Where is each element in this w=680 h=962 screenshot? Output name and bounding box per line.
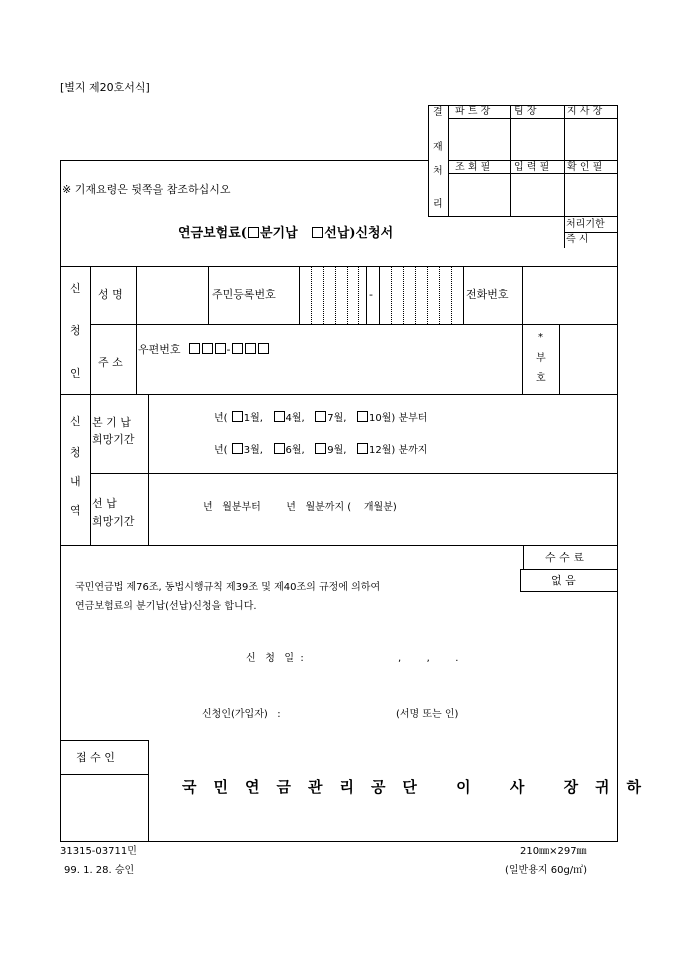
- postal-box[interactable]: [215, 343, 226, 354]
- receiver-stamp-field[interactable]: [61, 775, 147, 840]
- postal-box[interactable]: [245, 343, 256, 354]
- approval-head-team-leader: 팀 장: [514, 106, 537, 117]
- approval-side-char: 리: [433, 199, 443, 210]
- form-title: [178, 227, 393, 240]
- title-prefix: 연금보험료(: [178, 226, 247, 241]
- signature-field[interactable]: (서명 또는 인): [396, 709, 459, 720]
- deadline-value: 즉 시: [566, 234, 589, 245]
- approval-head-part-leader: 파 트 장: [455, 106, 491, 117]
- year-text: 년(: [214, 445, 228, 456]
- month-label: 10월): [369, 413, 396, 424]
- year-text: 년(: [214, 413, 228, 424]
- postal-dash: -: [226, 343, 231, 356]
- checkbox-month-10[interactable]: [357, 411, 368, 422]
- addressee: 국민연금관리공단 이 사 장귀하: [182, 778, 659, 796]
- period-start-text: 분부터: [398, 413, 428, 424]
- advance-period-line: 년 월분부터 년 월분까지 ( 개월분): [203, 502, 397, 513]
- name-field[interactable]: [137, 267, 207, 323]
- approval-head-confirm: 확 인 필: [567, 162, 603, 173]
- month-label: 7월,: [327, 413, 347, 424]
- month-label: 9월,: [327, 445, 347, 456]
- code-char: *: [538, 332, 543, 343]
- details-section-char: 내: [70, 475, 81, 488]
- approval-head-inquiry: 조 회 필: [455, 162, 491, 173]
- rrn-label: 주민등록번호: [212, 288, 276, 301]
- postal-box[interactable]: [258, 343, 269, 354]
- application-date-field[interactable]: , , .: [398, 653, 459, 664]
- title-option-advance: 선납: [324, 226, 350, 241]
- checkbox-month-4[interactable]: [274, 411, 285, 422]
- phone-field[interactable]: [523, 267, 616, 323]
- applicant-sign-label: 신청인(가입자) :: [202, 709, 281, 720]
- period-end-text: 분까지: [398, 445, 428, 456]
- approval-head-input: 입 력 필: [514, 162, 550, 173]
- month-label: 6월,: [285, 445, 305, 456]
- month-label: 1월,: [243, 413, 263, 424]
- applicant-section-char: 청: [70, 324, 81, 337]
- month-label: 4월,: [285, 413, 305, 424]
- applicant-section-char: 인: [70, 367, 81, 380]
- approval-head-branch-manager: 지 사 장: [567, 106, 603, 117]
- fee-value: 없 음: [551, 574, 576, 587]
- applicant-section-char: 신: [70, 282, 81, 295]
- name-label: 성 명: [98, 288, 123, 301]
- postal-box[interactable]: [232, 343, 243, 354]
- approval-side-char: 재: [433, 142, 443, 153]
- address-label: 주 소: [98, 356, 123, 369]
- approval-side-char: 결: [433, 107, 443, 118]
- quarterly-label: 본 기 납: [92, 416, 131, 429]
- application-date-label: 신 청 일 :: [246, 653, 304, 664]
- statement-line: 연금보험료의 분기납(선납)신청을 합니다.: [75, 601, 257, 612]
- details-section-char: 역: [70, 504, 81, 517]
- paper-size: 210㎜×297㎜: [520, 846, 587, 857]
- quarterly-start-line: [214, 411, 427, 424]
- postal-box[interactable]: [189, 343, 200, 354]
- address-field[interactable]: [137, 358, 521, 393]
- approval-date: 99. 1. 28. 승인: [64, 865, 135, 876]
- form-label: [별지 제20호서식]: [60, 81, 150, 94]
- fee-label: 수 수 료: [545, 551, 584, 564]
- checkbox-month-7[interactable]: [315, 411, 326, 422]
- postal-code: [138, 343, 270, 355]
- month-label: 3월,: [243, 445, 263, 456]
- rrn-dash: -: [369, 288, 373, 301]
- receiver-label: 접 수 인: [76, 751, 115, 764]
- notice-text: ※ 기재요령은 뒷쪽을 참조하십시오: [62, 183, 231, 196]
- checkbox-month-12[interactable]: [357, 443, 368, 454]
- code-char: 호: [536, 373, 546, 384]
- checkbox-month-6[interactable]: [274, 443, 285, 454]
- statement-line: 국민연금법 제76조, 동법시행규칙 제39조 및 제40조의 규정에 의하여: [75, 582, 381, 593]
- code-char: 부: [536, 353, 546, 364]
- details-section-char: 신: [70, 415, 81, 428]
- quarterly-label: 희망기간: [92, 433, 135, 446]
- postal-label: 우편번호: [138, 343, 181, 356]
- postal-box[interactable]: [202, 343, 213, 354]
- checkbox-month-1[interactable]: [232, 411, 243, 422]
- advance-label: 희망기간: [92, 515, 135, 528]
- quarterly-end-line: [214, 443, 427, 456]
- deadline-label: 처리기한: [566, 219, 605, 230]
- details-section-char: 청: [70, 446, 81, 459]
- approval-side-char: 처: [433, 166, 443, 177]
- advance-label: 선 납: [92, 497, 117, 510]
- paper-type: (일반용지 60g/㎡): [505, 865, 588, 876]
- checkbox-quarterly[interactable]: [248, 227, 259, 238]
- phone-label: 전화번호: [466, 288, 509, 301]
- checkbox-advance[interactable]: [312, 227, 323, 238]
- form-code: 31315-03711민: [60, 846, 137, 857]
- checkbox-month-3[interactable]: [232, 443, 243, 454]
- checkbox-month-9[interactable]: [315, 443, 326, 454]
- month-label: 12월): [369, 445, 396, 456]
- title-option-quarterly: 분기납: [259, 226, 298, 241]
- title-suffix: )신청서: [349, 226, 394, 241]
